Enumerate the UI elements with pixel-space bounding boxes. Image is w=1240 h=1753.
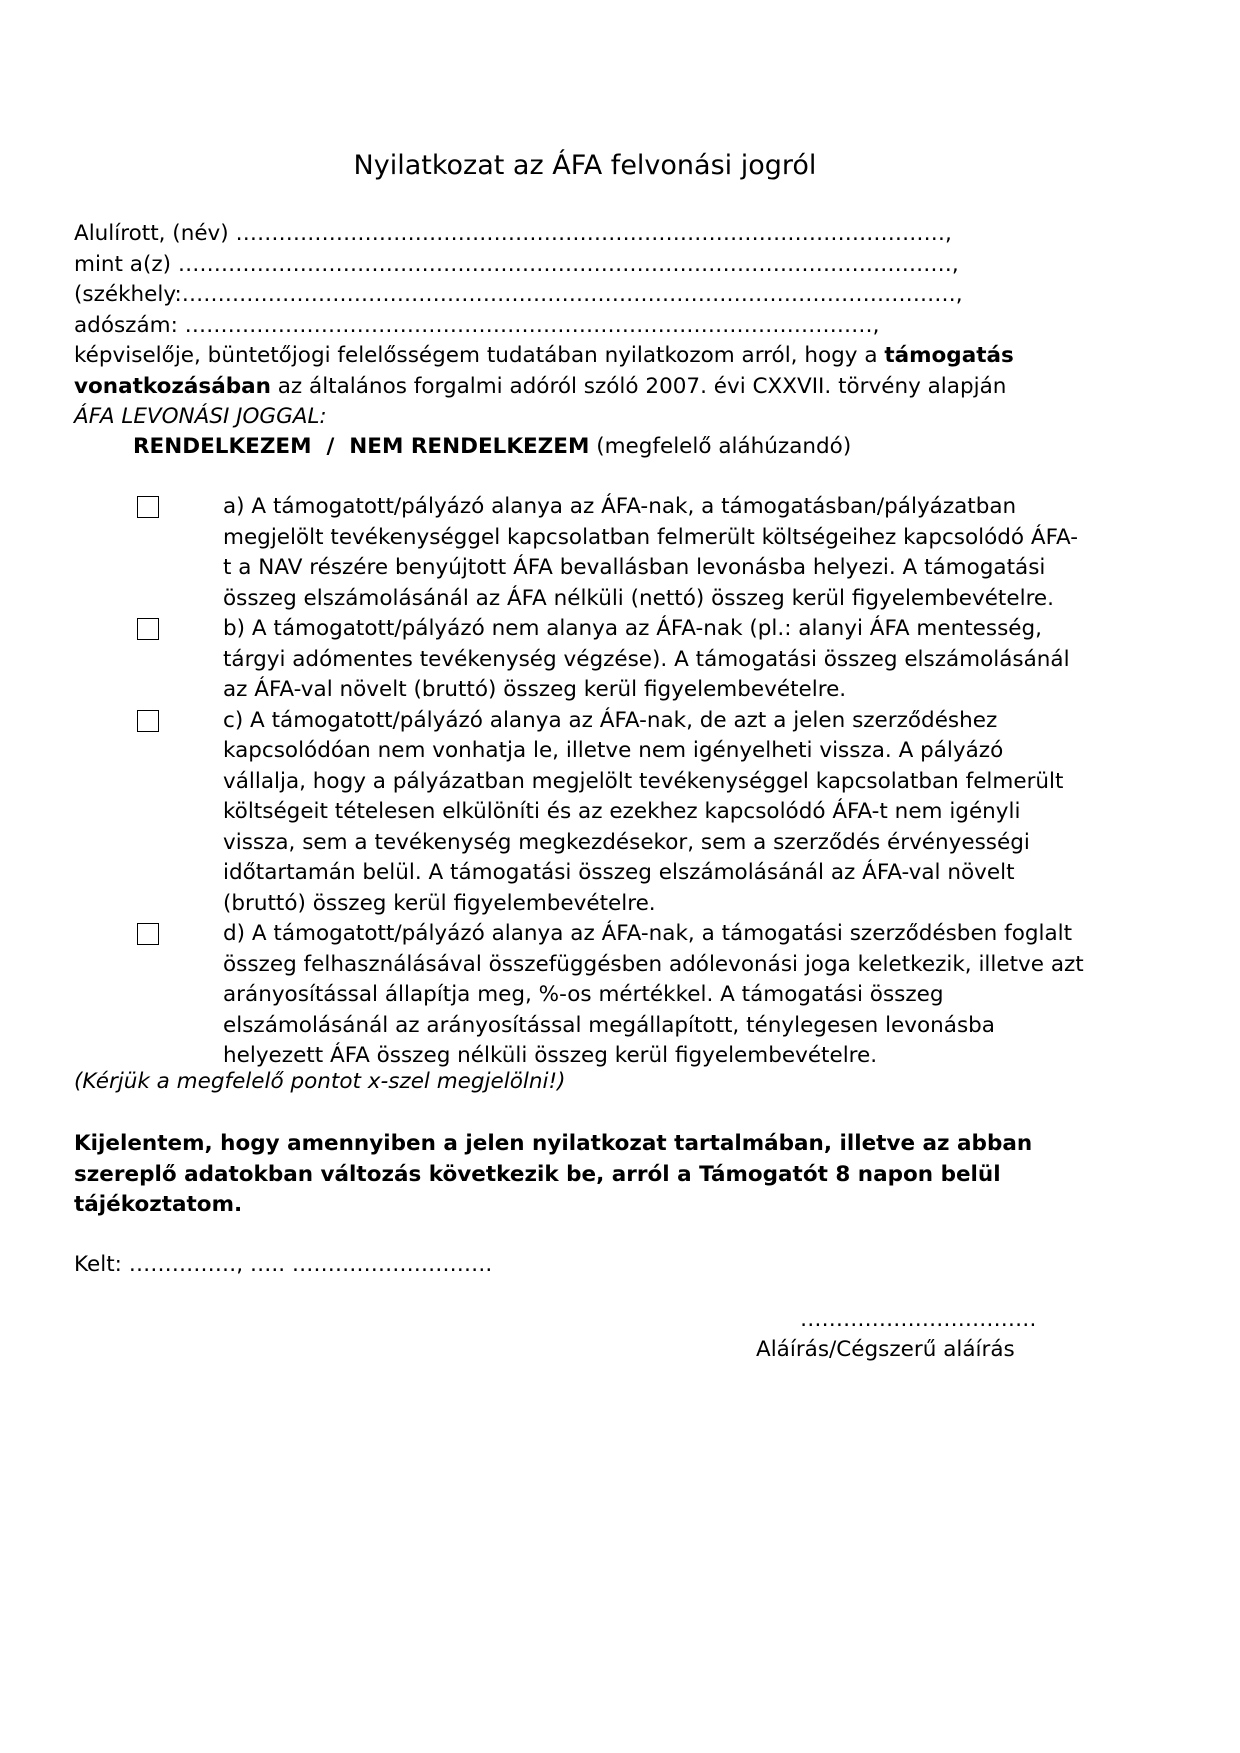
- option-a-line: összeg elszámolásánál az ÁFA nélküli (nettó) összeg kerül figyelembevételre.: [223, 585, 1054, 611]
- option-c-line: vállalja, hogy a pályázatban megjelölt tevékenységgel kapcsolatban felmerült: [223, 768, 1064, 794]
- option-b-line: tárgyi adómentes tevékenység végzése). A támogatási összeg elszámolásánál: [223, 646, 1070, 672]
- option-a-checkbox[interactable]: [137, 496, 159, 518]
- change-notification-statement: [74, 1129, 1084, 1221]
- option-a-line: t a NAV részére benyújtott ÁFA bevallásban levonásba helyezi. A támogatási: [223, 555, 1046, 580]
- option-a-line: megjelölt tevékenységgel kapcsolatban felmerült költségeihez kapcsolódó ÁFA-: [223, 524, 1079, 550]
- deduction-choice: [133, 432, 851, 463]
- option-c: [0, 706, 1240, 920]
- option-b-checkbox[interactable]: [137, 618, 159, 640]
- vat-deduction-heading: ÁFA LEVONÁSI JOGGAL:: [74, 404, 327, 429]
- seat-field[interactable]: [74, 280, 1094, 311]
- name-field[interactable]: [74, 219, 1094, 250]
- option-d-line: arányosítással állapítja meg, %-os mértékkel. A támogatási összeg: [223, 982, 944, 1007]
- option-d-line: elszámolásánál az arányosítással megállapított, ténylegesen levonásba: [223, 1012, 995, 1038]
- statement-line: tájékoztatom.: [74, 1192, 243, 1217]
- option-d: [0, 919, 1240, 1072]
- option-d-line: d) A támogatott/pályázó alanya az ÁFA-nak, a támogatási szerződésben foglalt: [223, 921, 1073, 946]
- signature-label: Aláírás/Cégszerű aláírás: [756, 1337, 1015, 1362]
- seat-label: (székhely:: [74, 282, 182, 307]
- name-label: Alulírott, (név): [74, 221, 229, 246]
- option-d-checkbox[interactable]: [137, 923, 159, 945]
- option-b-line: b) A támogatott/pályázó nem alanya az ÁFA-nak (pl.: alanyi ÁFA mentesség,: [223, 616, 1042, 641]
- choice-hint: (megfelelő aláhúzandó): [589, 434, 852, 459]
- option-b: [0, 614, 1240, 706]
- signature-line[interactable]: ……………………………: [800, 1307, 1037, 1332]
- tax-number-label: adószám:: [74, 312, 178, 338]
- statement-line: Kijelentem, hogy amennyiben a jelen nyilatkozat tartalmában, illetve az abban: [74, 1131, 1033, 1156]
- identity-fields: [74, 219, 1094, 341]
- declaration-paragraph: [74, 341, 1079, 433]
- option-c-line: időtartamán belül. A támogatási összeg elszámolásánál az ÁFA-val növelt: [223, 860, 1015, 885]
- option-c-line: kapcsolódóan nem vonhatja le, illetve nem igényelheti vissza. A pályázó: [223, 738, 1004, 763]
- declaration-text-2: az általános forgalmi adóról szóló 2007. évi CXXVII. törvény alapján: [270, 373, 1007, 399]
- tax-number-field[interactable]: [74, 311, 1094, 342]
- choice-not-have[interactable]: NEM RENDELKEZEM: [349, 434, 590, 459]
- option-d-line: helyezett ÁFA összeg nélküli összeg kerül figyelembevételre.: [223, 1043, 878, 1068]
- date-place-field[interactable]: Kelt: ……………, ….. ……………………….: [74, 1252, 493, 1277]
- option-b-line: az ÁFA-val növelt (bruttó) összeg kerül figyelembevételre.: [223, 677, 847, 702]
- option-c-line: vissza, sem a tevékenység megkezdésekor, sem a szerződés érvényességi: [223, 829, 1030, 855]
- instruction-note: (Kérjük a megfelelő pontot x-szel megjelölni!): [74, 1069, 566, 1094]
- statement-line: szereplő adatokban változás következik be, arról a Támogatót 8 napon belül: [74, 1161, 1001, 1187]
- option-a: [0, 492, 1240, 614]
- option-c-line: (bruttó) összeg kerül figyelembevételre.: [223, 890, 656, 916]
- declaration-text-1: képviselője, büntetőjogi felelősségem tudatában nyilatkozom arról, hogy a: [74, 343, 885, 368]
- declaration-bold: támogatás vonatkozásában: [74, 343, 1014, 399]
- role-field[interactable]: [74, 250, 1094, 281]
- option-c-line: c) A támogatott/pályázó alanya az ÁFA-nak, de azt a jelen szerződéshez: [223, 707, 998, 733]
- choice-have[interactable]: RENDELKEZEM: [133, 434, 312, 459]
- choice-separator: /: [311, 434, 350, 459]
- seat-blank[interactable]: ………………………………………………………………………………………………,: [181, 282, 963, 307]
- option-list: [0, 492, 1240, 1072]
- option-c-checkbox[interactable]: [137, 710, 159, 732]
- name-blank[interactable]: ………………………………………………………………………………………,: [228, 221, 952, 246]
- option-d-line: összeg felhasználásával összefüggésben adólevonási joga keletkezik, illetve azt: [223, 951, 1084, 977]
- document-title: Nyilatkozat az ÁFA felvonási jogról: [353, 150, 817, 181]
- option-c-line: költségeit tételesen elkülöníti és az ezekhez kapcsolódó ÁFA-t nem igényli: [223, 799, 1021, 824]
- tax-number-blank[interactable]: ……………………………………………………………………………………,: [177, 312, 880, 338]
- role-blank[interactable]: ………………………………………………………………………………………………,: [171, 251, 959, 277]
- option-a-line: a) A támogatott/pályázó alanya az ÁFA-nak, a támogatásban/pályázatban: [223, 494, 1017, 519]
- role-label: mint a(z): [74, 251, 172, 277]
